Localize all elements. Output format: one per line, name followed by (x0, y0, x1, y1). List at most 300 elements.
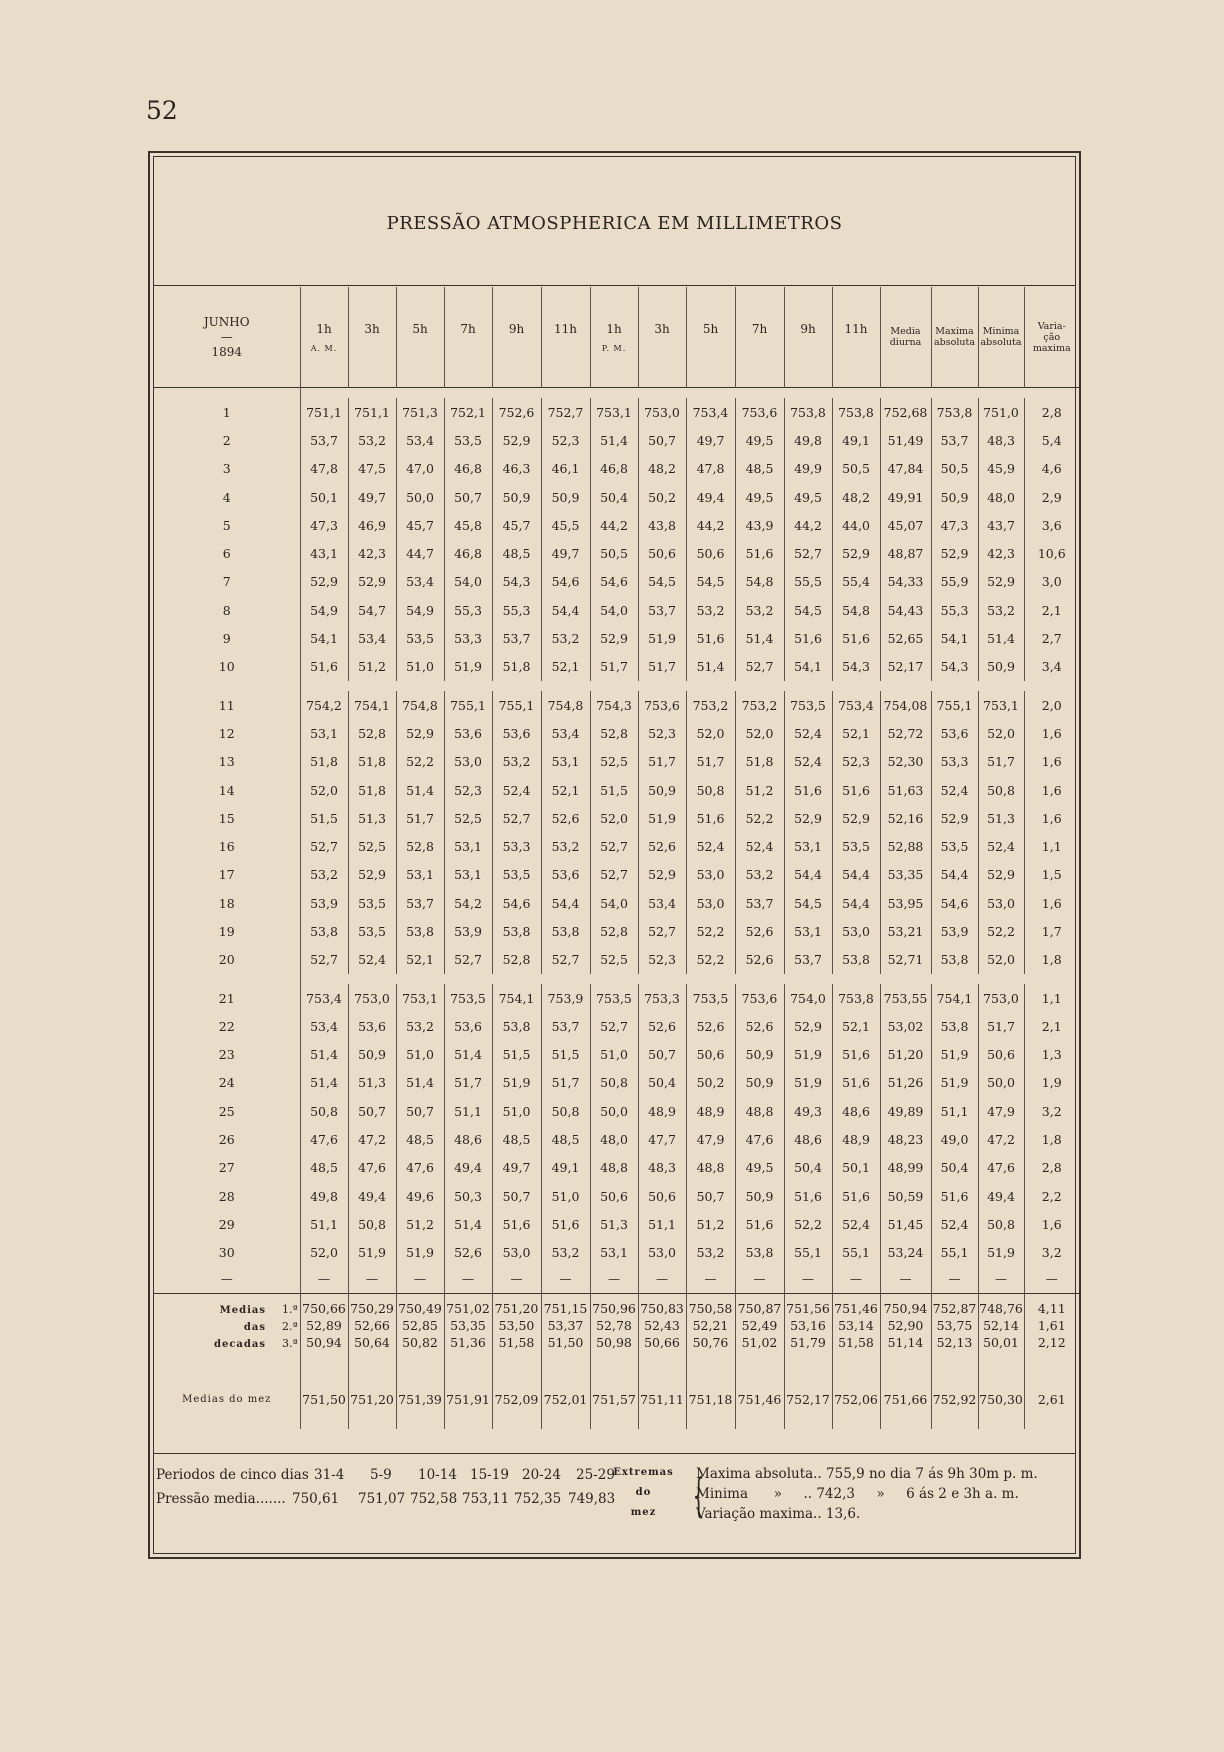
value-cell: 51,8 (300, 748, 348, 776)
value-cell: 53,6 (931, 719, 978, 747)
value-cell: 53,6 (541, 861, 590, 889)
value-cell: 52,9 (832, 539, 880, 567)
value-cell: 50,2 (686, 1069, 735, 1097)
value-cell: 753,1 (590, 398, 638, 426)
decade-row (154, 1334, 1079, 1351)
value-cell: 53,0 (492, 1239, 541, 1267)
dash-cell: — (590, 1267, 638, 1291)
value-cell: 1,6 (1024, 804, 1079, 832)
value-cell: 50,4 (931, 1154, 978, 1182)
day-cell: 29 (218, 1216, 235, 1232)
value-cell: 52,4 (978, 832, 1024, 860)
decade-value-cell: 53,16 (784, 1317, 832, 1334)
day-cell: 17 (218, 867, 235, 883)
decade-value-cell: 52,90 (880, 1317, 931, 1334)
month-dash: — (220, 329, 233, 344)
value-cell: 52,88 (880, 832, 931, 860)
gap-row (154, 681, 1079, 691)
value-cell: 48,23 (880, 1125, 931, 1153)
day-cell: 3 (222, 461, 231, 477)
header-hour (492, 287, 541, 388)
value-cell: 53,8 (492, 917, 541, 945)
value-cell: 51,1 (444, 1097, 492, 1125)
value-cell: 2,1 (1024, 596, 1079, 624)
hour-label: 5h (412, 321, 428, 336)
am-label: A. M. (310, 343, 338, 353)
value-cell: 753,8 (784, 398, 832, 426)
value-cell: 54,0 (590, 596, 638, 624)
tail-cell (931, 1413, 978, 1429)
value-cell: 55,1 (931, 1239, 978, 1267)
table-row (154, 1182, 1079, 1210)
decade-value-cell: 50,66 (638, 1334, 686, 1351)
gap-cell (1024, 681, 1079, 691)
value-cell: 49,89 (880, 1097, 931, 1125)
value-cell: 48,6 (784, 1125, 832, 1153)
decade-value-cell: 751,56 (784, 1293, 832, 1317)
value-cell: 51,5 (541, 1041, 590, 1069)
value-cell: 753,4 (686, 398, 735, 426)
value-cell: 52,8 (590, 719, 638, 747)
value-cell: 51,7 (978, 748, 1024, 776)
value-cell: 53,0 (444, 748, 492, 776)
table-row (154, 984, 1079, 1012)
hour-label: 3h (654, 321, 670, 336)
value-cell: 52,6 (735, 946, 784, 974)
dash-cell: — (832, 1267, 880, 1291)
value-cell: 51,6 (784, 1182, 832, 1210)
value-cell: 47,84 (880, 455, 931, 483)
value-cell: 55,1 (832, 1239, 880, 1267)
value-cell: 47,9 (686, 1125, 735, 1153)
value-cell: 51,1 (638, 1210, 686, 1238)
month-mean-rows (154, 1351, 1079, 1429)
value-cell: 51,6 (832, 1041, 880, 1069)
table-row (154, 653, 1079, 681)
table-row (154, 691, 1079, 719)
value-cell: 52,3 (444, 776, 492, 804)
value-cell: 51,26 (880, 1069, 931, 1097)
value-cell: 51,63 (880, 776, 931, 804)
value-cell: 51,7 (541, 1069, 590, 1097)
value-cell: 52,2 (784, 1210, 832, 1238)
value-cell: 53,1 (444, 832, 492, 860)
value-cell: 43,1 (300, 539, 348, 567)
value-cell: 51,7 (686, 748, 735, 776)
value-cell: 52,16 (880, 804, 931, 832)
value-cell: 43,9 (735, 511, 784, 539)
value-cell: 53,4 (541, 719, 590, 747)
value-cell: 49,7 (686, 426, 735, 454)
value-cell: 52,4 (735, 832, 784, 860)
decade-value-cell: 53,50 (492, 1317, 541, 1334)
value-cell: 751,3 (396, 398, 444, 426)
header-hour (444, 287, 492, 388)
value-cell: 53,2 (978, 596, 1024, 624)
pressure-label: Pressão media....... (156, 1491, 286, 1507)
dash-cell: — (735, 1267, 784, 1291)
value-cell: 53,4 (396, 568, 444, 596)
value-cell: 52,0 (978, 946, 1024, 974)
value-cell: 753,0 (978, 984, 1024, 1012)
value-cell: 51,9 (396, 1239, 444, 1267)
value-cell: 52,7 (444, 946, 492, 974)
value-cell: 51,9 (444, 653, 492, 681)
value-cell: 53,6 (444, 719, 492, 747)
value-cell: 51,7 (396, 804, 444, 832)
value-cell: 44,7 (396, 539, 444, 567)
value-cell: 54,3 (931, 653, 978, 681)
value-cell: 52,4 (931, 1210, 978, 1238)
value-cell: 43,7 (978, 511, 1024, 539)
value-cell: 50,9 (735, 1182, 784, 1210)
value-cell: 3,2 (1024, 1097, 1079, 1125)
brace-glyph: { (692, 1468, 705, 1522)
value-cell: 51,6 (492, 1210, 541, 1238)
value-cell: 48,0 (590, 1125, 638, 1153)
value-cell: 49,91 (880, 483, 931, 511)
value-cell: 51,4 (300, 1069, 348, 1097)
tail-cell (348, 1413, 396, 1429)
decade-value-cell: 53,75 (931, 1317, 978, 1334)
table-row (154, 1125, 1079, 1153)
month-mean-cell: 751,46 (735, 1385, 784, 1413)
hour-label: 1h (316, 321, 332, 336)
dash-cell: — (880, 1267, 931, 1291)
gap-cell (880, 974, 931, 984)
value-cell: 47,6 (300, 1125, 348, 1153)
gap-cell (638, 388, 686, 399)
gap-cell (590, 388, 638, 399)
value-cell: 46,1 (541, 455, 590, 483)
value-cell: 42,3 (348, 539, 396, 567)
value-cell: 754,8 (396, 691, 444, 719)
value-cell: 753,5 (444, 984, 492, 1012)
gap-cell (686, 388, 735, 399)
hour-label: 9h (800, 321, 816, 336)
decade-value-cell: 51,58 (492, 1334, 541, 1351)
value-cell: 52,9 (300, 568, 348, 596)
value-cell: 53,8 (832, 946, 880, 974)
value-cell: 51,7 (638, 653, 686, 681)
value-cell: 53,6 (492, 719, 541, 747)
value-cell: 52,3 (832, 748, 880, 776)
value-cell: 47,8 (300, 455, 348, 483)
dash-cell: — (541, 1267, 590, 1291)
header-hour (300, 287, 348, 388)
value-cell: 55,1 (784, 1239, 832, 1267)
value-cell: 53,0 (686, 861, 735, 889)
value-cell: 753,5 (590, 984, 638, 1012)
value-cell: 52,6 (444, 1239, 492, 1267)
value-cell: 53,1 (784, 832, 832, 860)
value-cell: 52,0 (735, 719, 784, 747)
value-cell: 52,1 (396, 946, 444, 974)
value-cell: 52,9 (784, 804, 832, 832)
decade-value-cell: 52,13 (931, 1334, 978, 1351)
extremas-text: do (635, 1487, 652, 1498)
table-frame (148, 151, 1081, 1559)
value-cell: 51,9 (784, 1069, 832, 1097)
value-cell: 52,0 (300, 776, 348, 804)
value-cell: 53,2 (735, 596, 784, 624)
value-cell: 51,9 (492, 1069, 541, 1097)
value-cell: 755,1 (931, 691, 978, 719)
value-cell: 751,0 (978, 398, 1024, 426)
header-minima-absoluta (978, 287, 1024, 388)
decade-value-cell: 51,50 (541, 1334, 590, 1351)
value-cell: 51,4 (590, 426, 638, 454)
value-cell: 51,4 (735, 624, 784, 652)
decade-label: das (243, 1321, 266, 1333)
value-cell: 51,7 (444, 1069, 492, 1097)
value-cell: 50,7 (638, 426, 686, 454)
value-cell: 54,2 (444, 889, 492, 917)
value-cell: 53,3 (931, 748, 978, 776)
gap-cell (154, 974, 300, 984)
value-cell: 54,43 (880, 596, 931, 624)
table-row (154, 398, 1079, 426)
pressure-value: 753,11 (462, 1491, 510, 1507)
spacer-cell (396, 1351, 444, 1385)
value-cell: 2,7 (1024, 624, 1079, 652)
value-cell: 47,8 (686, 455, 735, 483)
header-hour (396, 287, 444, 388)
value-cell: 50,8 (348, 1210, 396, 1238)
value-cell: 53,6 (444, 1012, 492, 1040)
value-cell: 52,2 (686, 917, 735, 945)
header-text: Media (890, 326, 921, 337)
value-cell: 48,5 (735, 455, 784, 483)
value-cell: 53,5 (396, 624, 444, 652)
value-cell: 752,6 (492, 398, 541, 426)
value-cell: 52,4 (784, 748, 832, 776)
value-cell: 51,9 (931, 1041, 978, 1069)
value-cell: 52,3 (541, 426, 590, 454)
value-cell: 52,9 (784, 1012, 832, 1040)
value-cell: 47,3 (931, 511, 978, 539)
value-cell: 54,6 (541, 568, 590, 596)
value-cell: 48,8 (735, 1097, 784, 1125)
value-cell: 54,5 (638, 568, 686, 596)
value-cell: 52,0 (686, 719, 735, 747)
value-cell: 53,2 (541, 1239, 590, 1267)
day-cell: 4 (222, 489, 231, 505)
value-cell: 752,68 (880, 398, 931, 426)
day-cell: 21 (218, 990, 235, 1006)
day-cell: 26 (218, 1132, 235, 1148)
value-cell: 51,9 (348, 1239, 396, 1267)
extremas-line: Maxima absoluta.. 755,9 no dia 7 ás 9h 30m p. m. (696, 1466, 1038, 1482)
value-cell: 43,8 (638, 511, 686, 539)
decade-value-cell: 51,14 (880, 1334, 931, 1351)
decade-value-cell: 52,21 (686, 1317, 735, 1334)
gap-cell (300, 388, 348, 399)
value-cell: 751,1 (300, 398, 348, 426)
value-cell: 54,0 (590, 889, 638, 917)
header-maxima-absoluta (931, 287, 978, 388)
value-cell: 47,3 (300, 511, 348, 539)
value-cell: 53,2 (300, 861, 348, 889)
dash-cell: — (444, 1267, 492, 1291)
value-cell: 754,1 (492, 984, 541, 1012)
hour-label: 11h (554, 321, 577, 336)
value-cell: 3,6 (1024, 511, 1079, 539)
value-cell: 1,8 (1024, 946, 1079, 974)
value-cell: 53,9 (931, 917, 978, 945)
day-cell: 15 (218, 810, 235, 826)
value-cell: 753,2 (686, 691, 735, 719)
value-cell: 50,7 (396, 1097, 444, 1125)
table-row (154, 539, 1079, 567)
value-cell: 51,8 (348, 776, 396, 804)
periods-label: Periodos de cinco dias (156, 1467, 309, 1483)
value-cell: 753,4 (832, 691, 880, 719)
value-cell: 52,6 (735, 917, 784, 945)
value-cell: 753,5 (686, 984, 735, 1012)
value-cell: 753,8 (832, 398, 880, 426)
hour-label: 7h (460, 321, 476, 336)
gap-cell (396, 388, 444, 399)
value-cell: 52,4 (348, 946, 396, 974)
value-cell: 752,7 (541, 398, 590, 426)
hour-label: 7h (751, 321, 768, 336)
value-cell: 52,9 (832, 804, 880, 832)
decade-value-cell: 50,94 (300, 1334, 348, 1351)
header-hour (735, 287, 784, 388)
value-cell: 53,1 (541, 748, 590, 776)
value-cell: 52,17 (880, 653, 931, 681)
gap-cell (880, 681, 931, 691)
value-cell: 51,7 (978, 1012, 1024, 1040)
decade-value-cell: 52,49 (735, 1317, 784, 1334)
value-cell: 50,4 (638, 1069, 686, 1097)
day-cell: 12 (218, 725, 235, 741)
value-cell: 50,2 (638, 483, 686, 511)
value-cell: 44,2 (590, 511, 638, 539)
value-cell: 51,20 (880, 1041, 931, 1069)
value-cell: 51,0 (492, 1097, 541, 1125)
value-cell: 3,0 (1024, 568, 1079, 596)
decade-value-cell: 751,15 (541, 1293, 590, 1317)
value-cell: 49,7 (541, 539, 590, 567)
value-cell: 52,7 (590, 861, 638, 889)
value-cell: 49,5 (735, 1154, 784, 1182)
value-cell: 54,9 (300, 596, 348, 624)
value-cell: 49,8 (784, 426, 832, 454)
value-cell: 51,0 (396, 653, 444, 681)
value-cell: 51,6 (541, 1210, 590, 1238)
value-cell: 51,6 (832, 1069, 880, 1097)
value-cell: 54,6 (492, 889, 541, 917)
gap-cell (784, 388, 832, 399)
month-mean-label: Medias do mez (182, 1393, 272, 1405)
value-cell: 52,8 (590, 917, 638, 945)
header-media-diurna (880, 287, 931, 388)
title-rule (154, 285, 1075, 286)
value-cell: 52,7 (300, 832, 348, 860)
header-text: Maxima (935, 326, 974, 337)
day-cell: 8 (222, 602, 231, 618)
extremas-label (606, 1463, 681, 1523)
month-mean-cell: 751,18 (686, 1385, 735, 1413)
value-cell: 52,9 (978, 861, 1024, 889)
value-cell: 53,4 (300, 1012, 348, 1040)
value-cell: 52,1 (832, 719, 880, 747)
value-cell: 53,8 (300, 917, 348, 945)
value-cell: 50,8 (300, 1097, 348, 1125)
pressure-value: 750,61 (292, 1491, 340, 1507)
value-cell: 51,1 (931, 1097, 978, 1125)
value-cell: 52,2 (396, 748, 444, 776)
value-cell: 51,9 (931, 1069, 978, 1097)
value-cell: 3,4 (1024, 653, 1079, 681)
value-cell: 53,5 (348, 889, 396, 917)
day-cell: 30 (218, 1245, 235, 1261)
gap-cell (832, 388, 880, 399)
header-hour (541, 287, 590, 388)
value-cell: 52,0 (590, 804, 638, 832)
value-cell: 54,1 (931, 624, 978, 652)
dash-cell: — (396, 1267, 444, 1291)
periods-block (156, 1463, 616, 1511)
value-cell: 53,2 (541, 624, 590, 652)
value-cell: 1,1 (1024, 832, 1079, 860)
gap-cell (444, 974, 492, 984)
value-cell: 53,0 (686, 889, 735, 917)
spacer-cell (541, 1351, 590, 1385)
header-text: Varia- (1037, 320, 1066, 332)
day-cell: 9 (222, 631, 231, 647)
tail-cell (880, 1413, 931, 1429)
decade-value-cell: 750,29 (348, 1293, 396, 1317)
value-cell: 50,9 (735, 1069, 784, 1097)
value-cell: 51,6 (832, 776, 880, 804)
extremas-text: mez (630, 1507, 657, 1518)
gap-cell (931, 974, 978, 984)
gap-cell (1024, 388, 1079, 399)
tail-cell (492, 1413, 541, 1429)
table-frame-inner (153, 156, 1076, 1554)
value-cell: 753,6 (735, 398, 784, 426)
period-value: 10-14 (418, 1467, 457, 1483)
value-cell: 50,0 (590, 1097, 638, 1125)
value-cell: 54,8 (735, 568, 784, 596)
decade-value-cell: 50,64 (348, 1334, 396, 1351)
value-cell: 47,2 (348, 1125, 396, 1153)
value-cell: 55,3 (931, 596, 978, 624)
gap-cell (832, 974, 880, 984)
value-cell: 2,8 (1024, 1154, 1079, 1182)
value-cell: 55,3 (492, 596, 541, 624)
value-cell: 2,9 (1024, 483, 1079, 511)
value-cell: 52,5 (590, 748, 638, 776)
value-cell: 53,5 (348, 917, 396, 945)
decade-value-cell: 751,46 (832, 1293, 880, 1317)
spacer-cell (735, 1351, 784, 1385)
day-cell: 28 (218, 1188, 235, 1204)
value-cell: 47,6 (978, 1154, 1024, 1182)
header-text: absoluta (934, 337, 975, 348)
value-cell: 52,8 (396, 832, 444, 860)
value-cell: 50,9 (931, 483, 978, 511)
value-cell: 52,2 (686, 946, 735, 974)
year-label: 1894 (211, 344, 243, 359)
decade-value-cell: 1,61 (1024, 1317, 1079, 1334)
value-cell: 1,6 (1024, 776, 1079, 804)
value-cell: 51,9 (784, 1041, 832, 1069)
decade-value-cell: 750,87 (735, 1293, 784, 1317)
